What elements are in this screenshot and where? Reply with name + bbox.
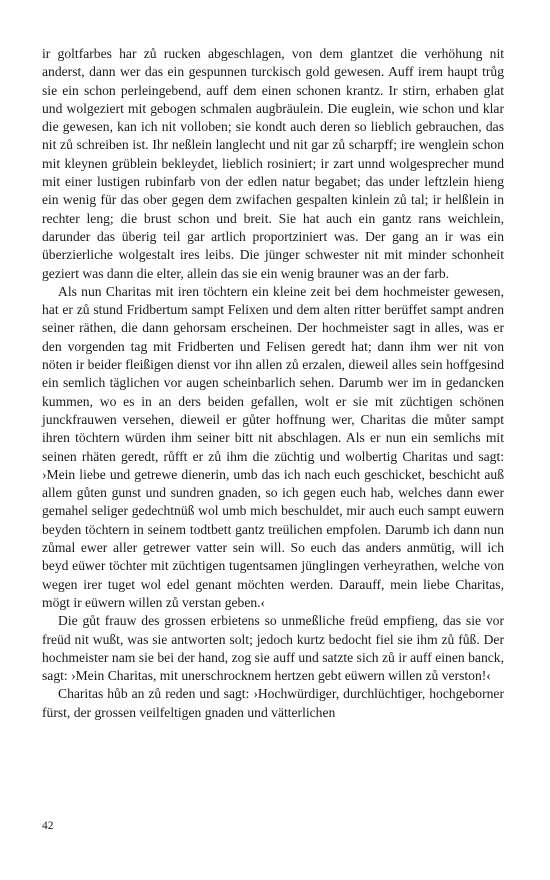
paragraph-4: Charitas hůb an zů reden und sagt: ›Hochwürdiger, durchlüchtiger, hochgeborner fürst, der grossen veilfeltigen gnaden und vätterlichen bbox=[42, 686, 504, 720]
paragraph-1: ir goltfarbes har zů rucken abgeschlagen, von dem glantzet die verhöhung nit anderst, dann wer das ein gespunnen turckisch gold gewesen. Auff irem haupt trůg sie ein schon perleingebend, auff dem einen schonen krantz. Ir stirn, erhaben glat und wolgeziert mit gebogen schmalen augbräulein. Die euglein, wie schon und klar die gewesen, kan ich nit volloben; sie kondt auch deren so lieblich gebrauchen, das nit zů schreiben ist. Ihr neßlein langlecht und nit gar zů scharpff; ire wenglein schon mit kleynen grüblein bekleydet, lieblich rosiniert; ir zart unnd wolgesprecher mund mit einer lustigen rubinfarb von der edlen natur begabet; das under leftzlein hieng ein wenig für das ober gegen dem zwifachen gespalten kinlein zů tal; ir helßlein in rechter leng; die brust schon und breit. Sie hat auch ein gantz rans weichlein, darunder das überig teil gar artlich proportziniert was. Der gang an ir was ein überzierliche wolgestalt ires leibs. Die jünger schwester nit mit minder schonheit geziert was dann die elter, allein das sie ein wenig brauner was an der farb. bbox=[42, 46, 504, 281]
page-number: 42 bbox=[42, 820, 54, 832]
paragraph-3: Die gůt frauw des grossen erbietens so unmeßliche freüd empfieng, das sie vor freüd nit wußt, was sie antworten solt; jedoch kurtz bedocht fiel sie ihm zů fůß. Der hochmeister nam sie bei der hand, zog sie auff und satzte sich zů ir auff einen banck, sagt: ›Mein Charitas, mit unerschrocknem hertzen gebt eüwern willen zů verston!‹ bbox=[42, 613, 504, 684]
body-text bbox=[42, 45, 504, 722]
paragraph-2: Als nun Charitas mit iren töchtern ein kleine zeit bei dem hochmeister gewesen, hat er zů stund Fridbertum sampt Felixen und dem alten ritter berüffet sampt andren seiner räthen, die dann gehorsam erscheinen. Der hochmeister sagt in alles, was er den vorgenden tag mit Fridberten und Felisen geredt hat; dann ihm wer nit von nöten ir beider fleißigen dienst vor ihn allen zů erzalen, dieweil alles sein hoffgesind ein semlich täglichen vor augen scheinbarlich sehen. Darumb wer im in gedancken kummen, wo es in an ders beiden gefallen, wolt er sie mit züchtigen schönen junckfrauwen versehen, dieweil er gůter hoffnung wer, Charitas die můter sampt ihren töchtern würden ihm seiner bitt nit abschlagen. Als er nun ein semlichs mit seinen rhäten geredt, růfft er zů ihm die züchtig und wolbertig Charitas und sagt: ›Mein liebe und getrewe dienerin, umb das ich nach euch geschicket, beschicht auß allem gůten gunst und sundren gnaden, so ich gegen euch hab, welches dann ewer gemahel seliger gedechtnüß wol umb mich beschuldet, mir auch euch sampt euwern beyden töchtern in seinem todtbett gantz treülichen empfolen. Darumb ich dann nun zůmal ewer aller getrewer vatter sein will. So euch das anders anmütig, will ich beyd eüwer töchter mit züchtigen tugentsamen jünglingen verheyrathen, welche von wegen irer tuget wol edel genant möchten werden. Darauff, mein liebe Charitas, mögt ir eüwern willen zů verstan geben.‹ bbox=[42, 283, 504, 610]
